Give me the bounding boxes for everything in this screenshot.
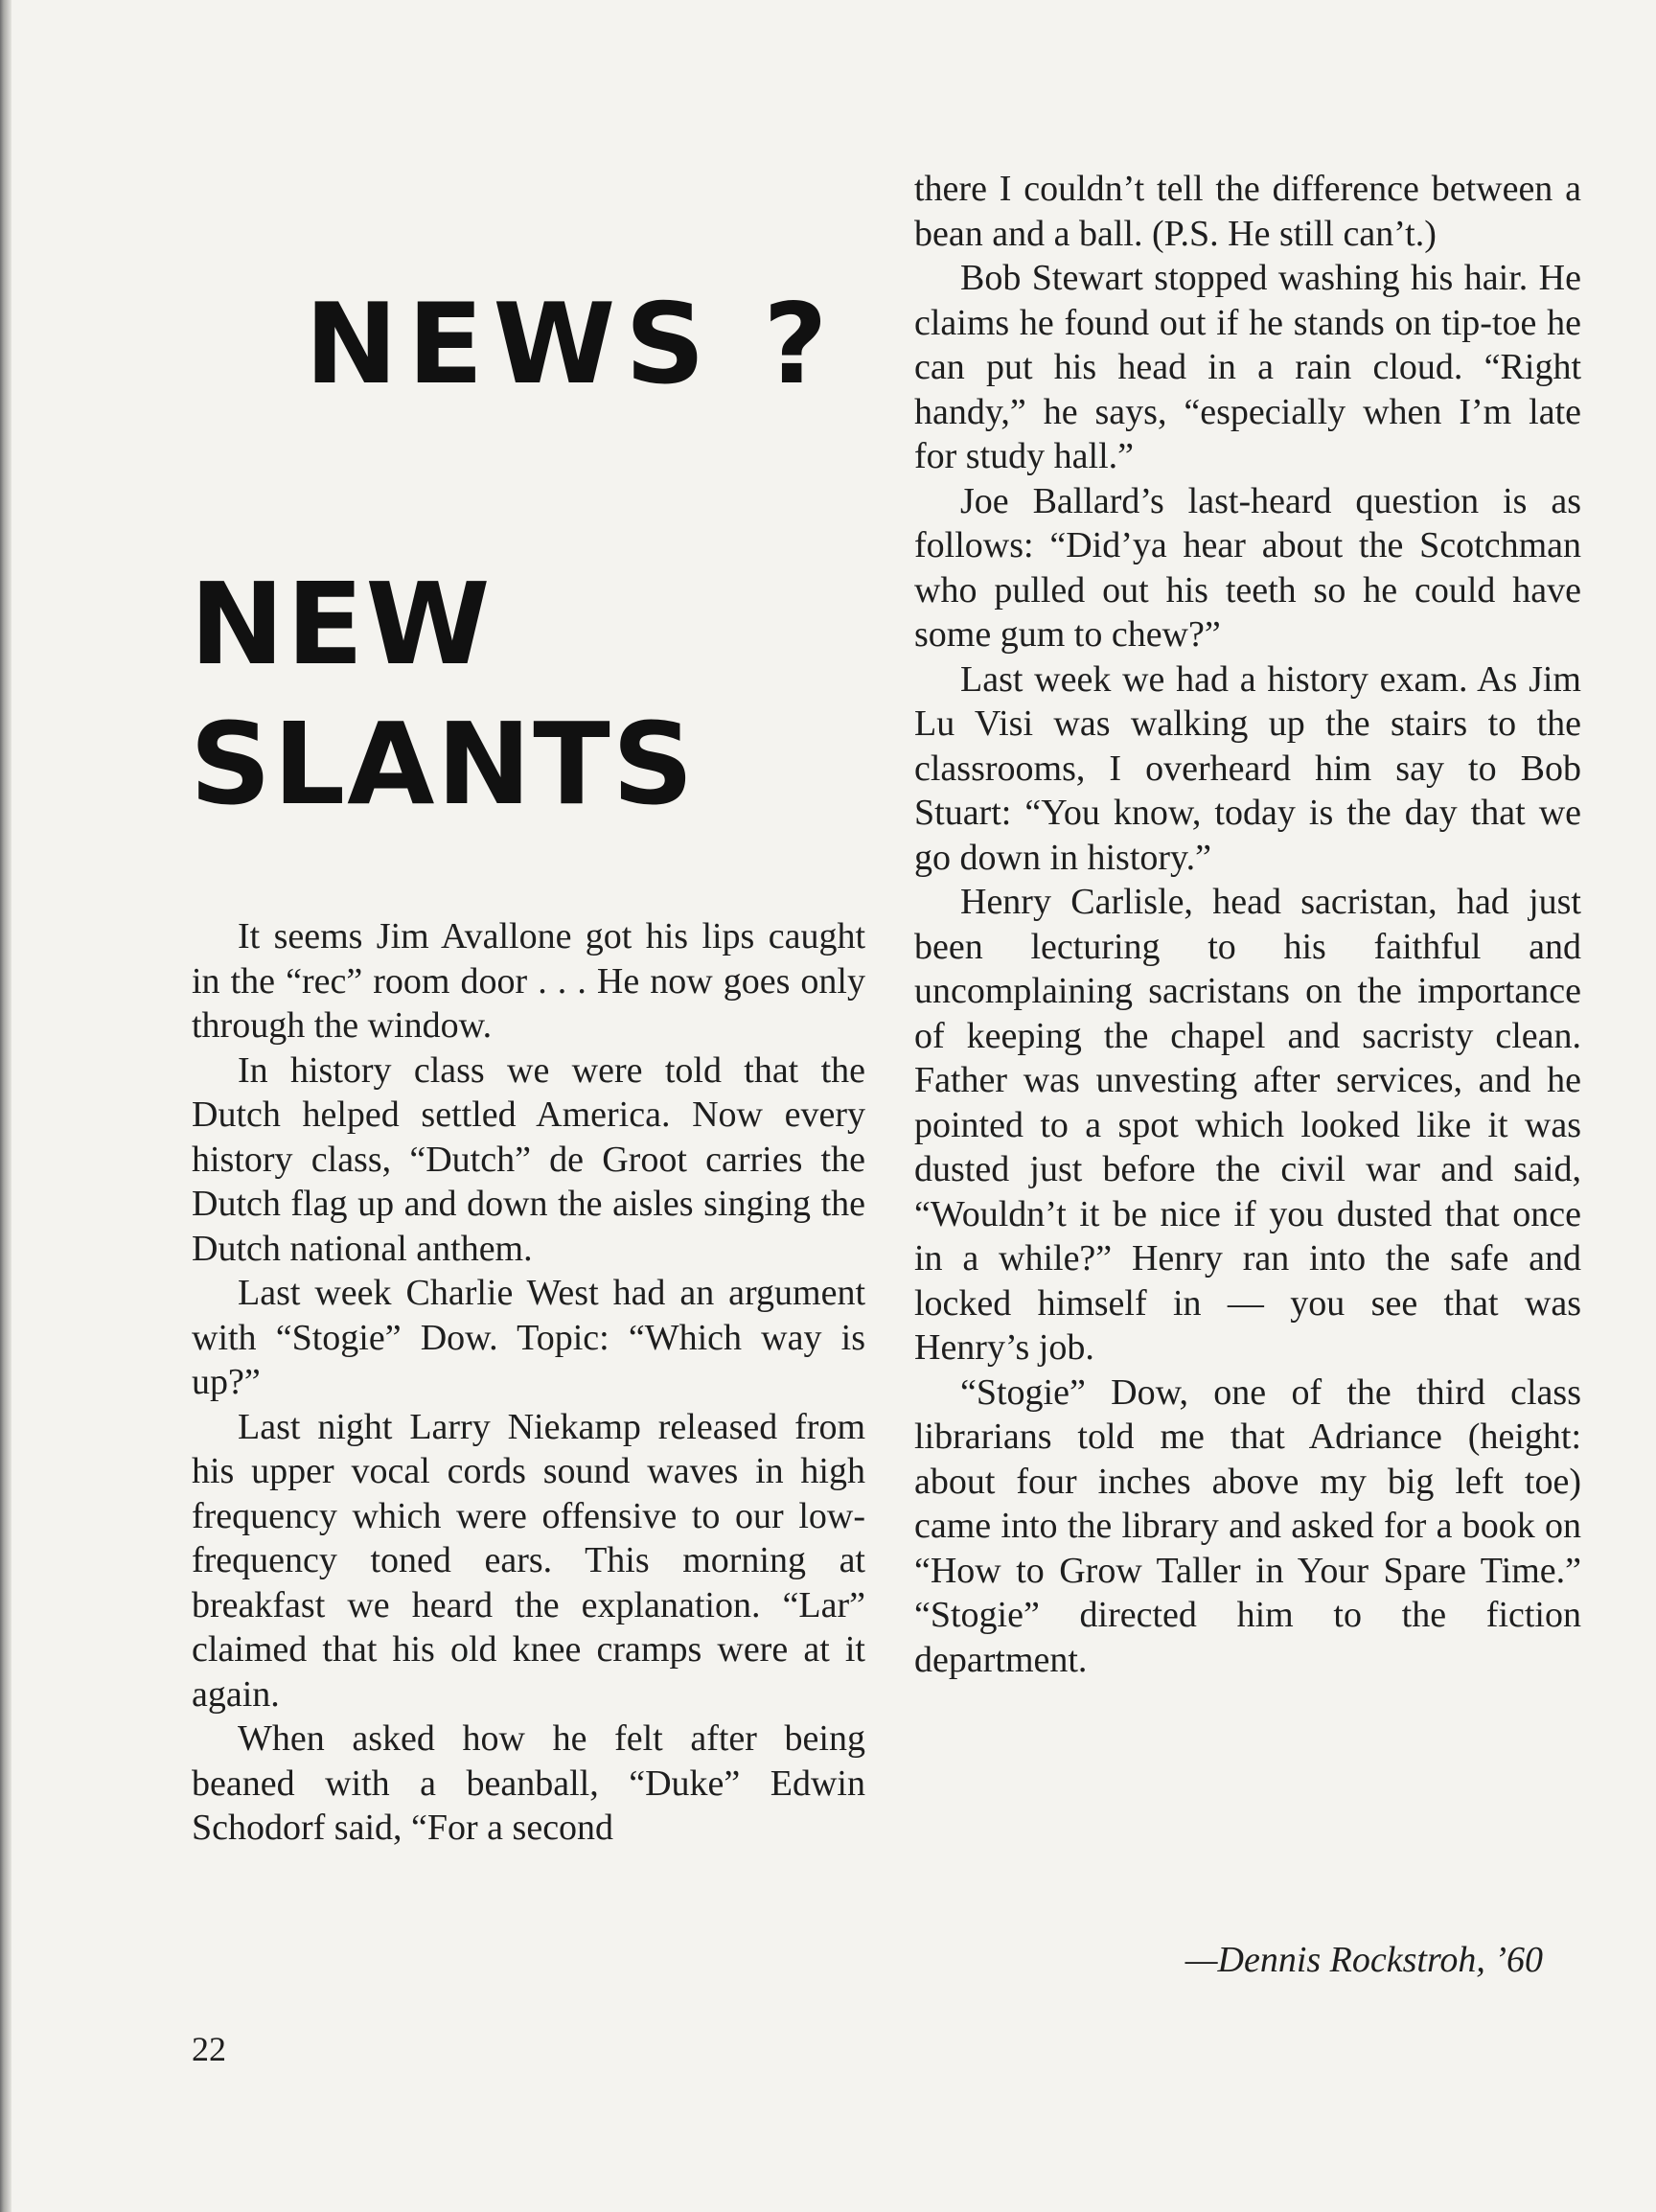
paragraph: Last week we had a history exam. As Jim Lu Visi was walking up the stairs to the classrooms, I overheard him say to Bob Stuart: “You know, today is the day that we go down in history.”	[914, 658, 1581, 878]
headline-word-new: NEW	[190, 558, 493, 690]
paragraph: When asked how he felt after being beaned with a beanball, “Duke” Edwin Schodorf said, “For a second	[192, 1718, 865, 1848]
paragraph: Joe Ballard’s last-heard question is as follows: “Did’ya hear about the Scotchman who pulled out his teeth so he could have some gum to chew?”	[914, 480, 1581, 655]
headline-word-slants: SLANTS	[190, 698, 696, 830]
paragraph: Bob Stewart stopped washing his hair. He claims he found out if he stands on tip-toe he can put his head in a rain cloud. “Right handy,” he says, “especially when I’m late for study hall.”	[914, 258, 1581, 476]
headline-new-slants	[190, 554, 696, 834]
page-number: 22	[192, 2030, 226, 2068]
paragraph: In history class we were told that the Dutch helped settled America. Now every history class, “Dutch” de Groot carries the Dutch flag up and down the aisles singing the Dutch national anthem.	[192, 1049, 865, 1269]
paragraph: “Stogie” Dow, one of the third class librarians told me that Adriance (height: about four inches above my big left toe) came into the library and asked for a book on “How to Grow Taller in Your Spare Time.” “Stogie” directed him to the fiction department.	[914, 1371, 1581, 1680]
paragraph: Last night Larry Niekamp released from his upper vocal cords sound waves in high frequency which were offensive to our low-frequency toned ears. This morning at breakfast we heard the explanation. “Lar” claimed that his old knee cramps were at it again.	[192, 1406, 865, 1715]
binding-edge	[0, 0, 12, 2212]
author-signature: —Dennis Rockstroh, ’60	[1184, 1940, 1543, 1980]
paragraph: Last week Charlie West had an argument with “Stogie” Dow. Topic: “Which way is up?”	[192, 1273, 865, 1402]
paragraph: It seems Jim Avallone got his lips caught in the “rec” room door . . . He now goes only through the window.	[192, 916, 865, 1046]
headline-news: NEWS ?	[305, 280, 838, 409]
paragraph-continuation: there I couldn’t tell the difference between a bean and a ball. (P.S. He still can’t.)	[914, 169, 1581, 254]
paragraph: Henry Carlisle, head sacristan, had just been lecturing to his faithful and uncomplaining sacristans on the importance of keeping the chapel and sacristy clean. Father was unvesting after services, and he pointed to a spot which looked like it was dusted just before the civil war and said, “Wouldn’t it be nice if you dusted that once in a while?” Henry ran into the safe and locked himself in — you see that was Henry’s job.	[914, 882, 1581, 1368]
left-column	[192, 914, 865, 1851]
right-column	[914, 167, 1581, 1682]
